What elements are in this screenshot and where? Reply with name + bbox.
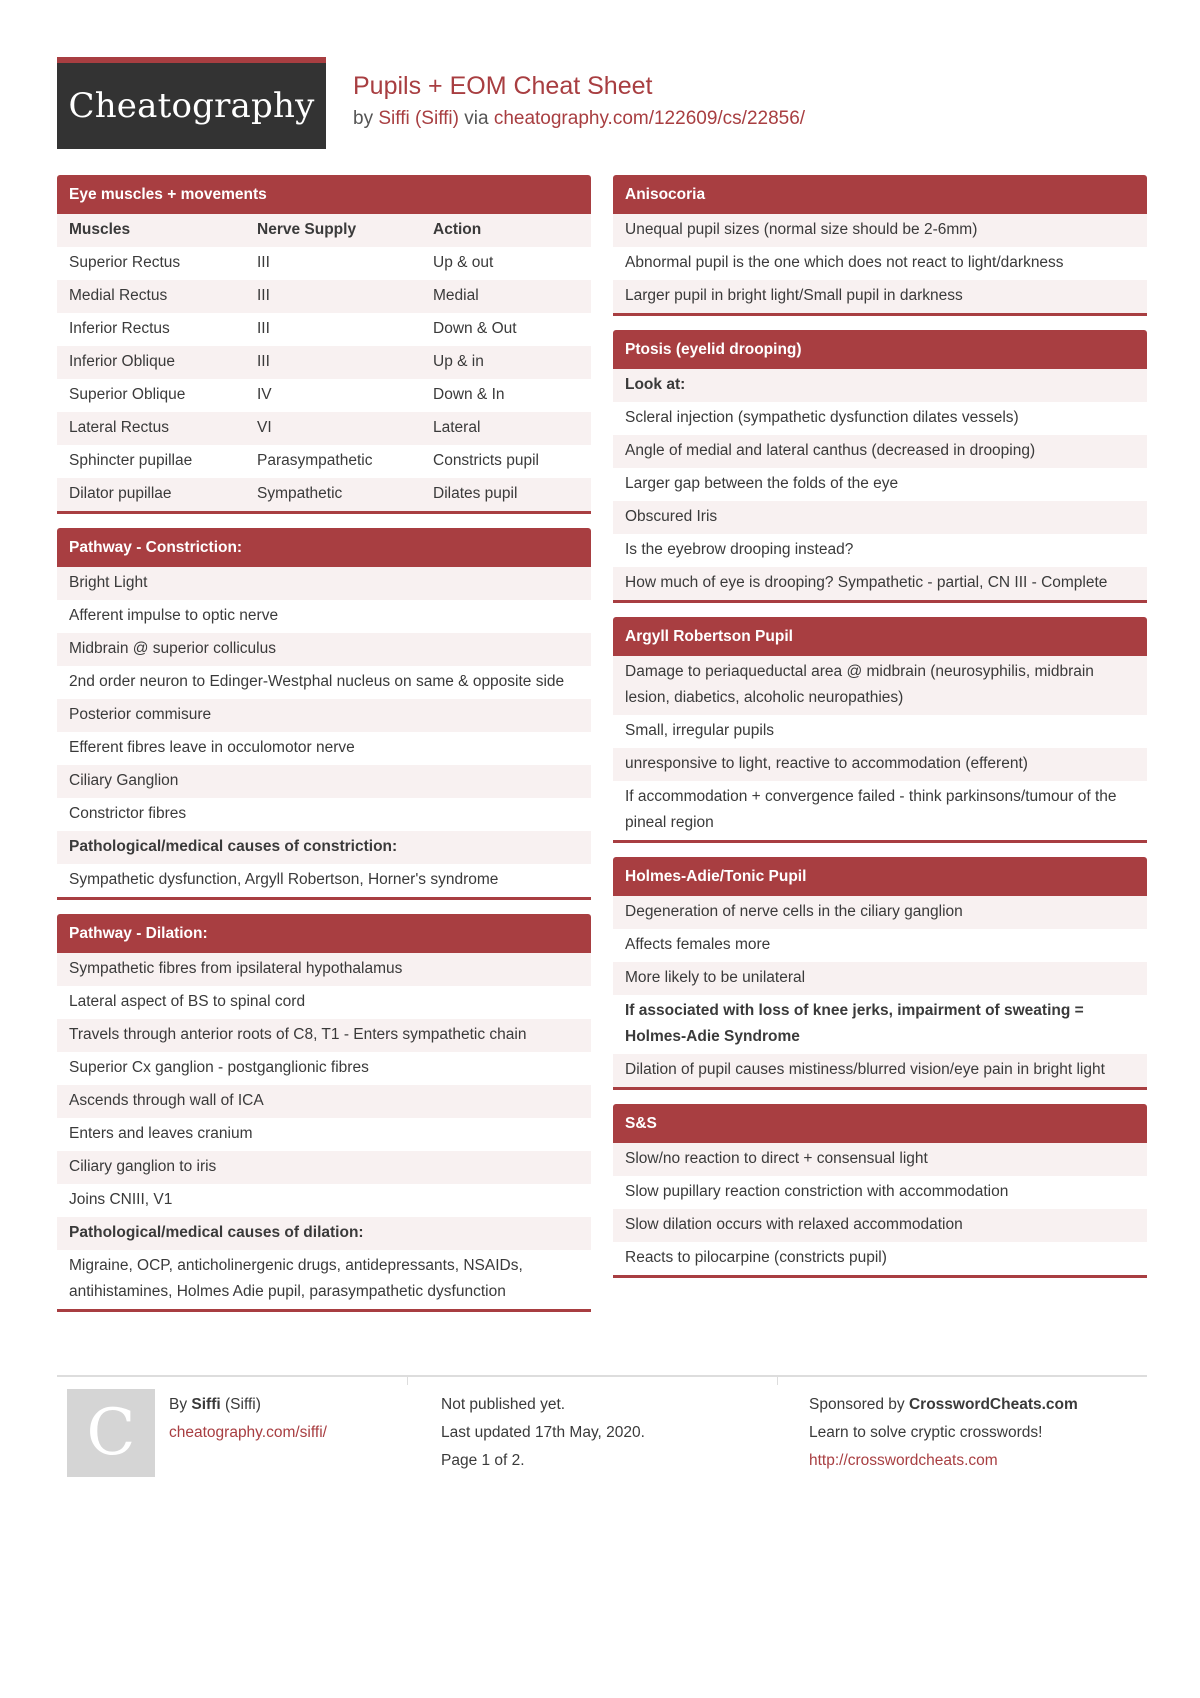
table-row — [57, 313, 591, 346]
section-title: Pathway - Constriction: — [57, 528, 591, 567]
subheading: Pathological/medical causes of dilation: — [57, 1217, 591, 1250]
list-item: Obscured Iris — [613, 501, 1147, 534]
section-holmes-adie — [613, 857, 1147, 1090]
list-item: Afferent impulse to optic nerve — [57, 600, 591, 633]
list-item: Ascends through wall of ICA — [57, 1085, 591, 1118]
list-item-bold: If associated with loss of knee jerks, impairment of sweating = Holmes-Adie Syndrome — [613, 995, 1147, 1054]
list-item: Larger gap between the folds of the eye — [613, 468, 1147, 501]
list-item: If accommodation + convergence failed - think parkinsons/tumour of the pineal region — [613, 781, 1147, 840]
table-cell: Superior Oblique — [69, 386, 186, 403]
list-item: Degeneration of nerve cells in the ciliary ganglion — [613, 896, 1147, 929]
published-status: Not published yet. — [441, 1396, 566, 1413]
list-item: Abnormal pupil is the one which does not react to light/darkness — [613, 247, 1147, 280]
table-cell: IV — [257, 386, 272, 403]
list-item: Is the eyebrow drooping instead? — [613, 534, 1147, 567]
list-item: Angle of medial and lateral canthus (decreased in drooping) — [613, 435, 1147, 468]
list-item: Dilation of pupil causes mistiness/blurred vision/eye pain in bright light — [613, 1054, 1147, 1087]
list-item: Efferent fibres leave in occulomotor nerve — [57, 732, 591, 765]
list-item: Affects females more — [613, 929, 1147, 962]
table-cell: III — [257, 254, 270, 271]
section-ss — [613, 1104, 1147, 1278]
last-updated: Last updated 17th May, 2020. — [441, 1424, 645, 1441]
by-prefix: by — [353, 108, 379, 129]
section-title: Pathway - Dilation: — [57, 914, 591, 953]
column-header: Nerve Supply — [245, 214, 421, 247]
list-item: Ciliary Ganglion — [57, 765, 591, 798]
section-title: Anisocoria — [613, 175, 1147, 214]
sheet-url-link[interactable]: cheatography.com/122609/cs/22856/ — [493, 108, 806, 129]
table-row — [57, 478, 591, 511]
table-cell: Lateral — [421, 412, 591, 445]
section-ptosis — [613, 330, 1147, 603]
table-cell: III — [245, 346, 421, 379]
subheading: Pathological/medical causes of constriction: — [57, 831, 591, 864]
left-column — [57, 175, 591, 1326]
list-item: Lateral aspect of BS to spinal cord — [57, 986, 591, 1019]
list-item: Superior Cx ganglion - postganglionic fibres — [57, 1052, 591, 1085]
list-item: Constrictor fibres — [57, 798, 591, 831]
table-cell: III — [245, 280, 421, 313]
list-item: Posterior commisure — [57, 699, 591, 732]
list-item: Small, irregular pupils — [613, 715, 1147, 748]
table-cell: Parasympathetic — [257, 452, 373, 469]
cheatography-logo[interactable] — [57, 57, 326, 149]
table-cell: VI — [245, 412, 421, 445]
sponsor-line — [809, 1391, 1078, 1419]
section-title: Eye muscles + movements — [57, 175, 591, 214]
table-cell: Medial — [421, 280, 591, 313]
sponsored-prefix: Sponsored by — [809, 1396, 909, 1413]
section-argyll-robertson — [613, 617, 1147, 843]
table-cell: Constricts pupil — [433, 452, 539, 469]
footer-author-paren: (Siffi) — [220, 1396, 261, 1413]
subheading: Look at: — [613, 369, 1147, 402]
list-item: unresponsive to light, reactive to accommodation (efferent) — [613, 748, 1147, 781]
author-link[interactable]: Siffi (Siffi) — [378, 108, 459, 129]
list-item: Reacts to pilocarpine (constricts pupil) — [613, 1242, 1147, 1275]
section-dilation — [57, 914, 591, 1312]
table-row — [57, 379, 591, 412]
list-item: Bright Light — [57, 567, 591, 600]
list-item: Slow pupillary reaction constriction with accommodation — [613, 1176, 1147, 1209]
section-title: Holmes-Adie/Tonic Pupil — [613, 857, 1147, 896]
table-row — [57, 412, 591, 445]
list-item: Scleral injection (sympathetic dysfunction dilates vessels) — [613, 402, 1147, 435]
section-title: Ptosis (eyelid drooping) — [613, 330, 1147, 369]
logo-text: Cheatography — [68, 86, 315, 126]
footer-author-url[interactable]: cheatography.com/siffi/ — [169, 1424, 327, 1441]
author-avatar[interactable] — [67, 1389, 155, 1477]
byline — [353, 108, 805, 130]
table-cell: Inferior Oblique — [57, 346, 245, 379]
table-row — [57, 247, 591, 280]
via-text: via — [458, 108, 494, 129]
table-cell: Down & In — [433, 386, 505, 403]
list-item: Enters and leaves cranium — [57, 1118, 591, 1151]
table-cell: Up & in — [421, 346, 591, 379]
footer-status-block — [441, 1391, 645, 1475]
list-item: 2nd order neuron to Edinger-Westphal nucleus on same & opposite side — [57, 666, 591, 699]
list-item: Unequal pupil sizes (normal size should be 2-6mm) — [613, 214, 1147, 247]
table-cell: Down & Out — [433, 320, 517, 337]
table-cell: Sphincter pupillae — [69, 452, 193, 469]
table-cell: Superior Rectus — [69, 254, 181, 271]
list-item: Larger pupil in bright light/Small pupil in darkness — [613, 280, 1147, 313]
list-item: Ciliary ganglion to iris — [57, 1151, 591, 1184]
footer-divider — [777, 1377, 778, 1385]
avatar-letter: C — [86, 1396, 136, 1470]
table-cell: Medial Rectus — [57, 280, 245, 313]
table-cell: Lateral Rectus — [57, 412, 245, 445]
table-header-row — [57, 214, 591, 247]
table-cell: Dilator pupillae — [57, 478, 245, 511]
list-item: Slow dilation occurs with relaxed accommodation — [613, 1209, 1147, 1242]
table-row — [57, 280, 591, 313]
list-item: Midbrain @ superior colliculus — [57, 633, 591, 666]
footer-author-name[interactable]: Siffi — [191, 1396, 221, 1413]
sponsor-tagline: Learn to solve cryptic crosswords! — [809, 1424, 1043, 1441]
table-cell: Dilates pupil — [421, 478, 591, 511]
muscles-table — [57, 214, 591, 511]
list-item: Travels through anterior roots of C8, T1 - Enters sympathetic chain — [57, 1019, 591, 1052]
section-title: Argyll Robertson Pupil — [613, 617, 1147, 656]
sponsor-url[interactable]: http://crosswordcheats.com — [809, 1452, 998, 1469]
list-item: Slow/no reaction to direct + consensual light — [613, 1143, 1147, 1176]
footer-sponsor-block — [809, 1391, 1078, 1475]
list-item: Joins CNIII, V1 — [57, 1184, 591, 1217]
table-cell: Sympathetic — [245, 478, 421, 511]
table-cell: Inferior Rectus — [69, 320, 170, 337]
section-constriction — [57, 528, 591, 900]
table-cell: III — [257, 320, 270, 337]
section-title: S&S — [613, 1104, 1147, 1143]
right-column — [613, 175, 1147, 1292]
list-item: Damage to periaqueductal area @ midbrain (neurosyphilis, midbrain lesion, diabetics, alcoholic neuropathies) — [613, 656, 1147, 715]
table-row — [57, 445, 591, 478]
column-header: Action — [421, 214, 591, 247]
list-item: How much of eye is drooping? Sympathetic - partial, CN III - Complete — [613, 567, 1147, 600]
footer-author-block — [169, 1391, 327, 1447]
page-number: Page 1 of 2. — [441, 1452, 525, 1469]
footer-author-line — [169, 1391, 327, 1419]
footer-divider — [407, 1377, 408, 1385]
list-item: Sympathetic fibres from ipsilateral hypothalamus — [57, 953, 591, 986]
by-label: By — [169, 1396, 192, 1413]
list-item: Migraine, OCP, anticholinergenic drugs, antidepressants, NSAIDs, antihistamines, Holmes Adie pupil, parasympathetic dysfunction — [57, 1250, 591, 1309]
section-anisocoria — [613, 175, 1147, 316]
table-cell: Up & out — [433, 254, 494, 271]
footer — [57, 1375, 1147, 1470]
section-eye-muscles — [57, 175, 591, 514]
list-item: Sympathetic dysfunction, Argyll Robertson, Horner's syndrome — [57, 864, 591, 897]
list-item: More likely to be unilateral — [613, 962, 1147, 995]
table-row — [57, 346, 591, 379]
page-title: Pupils + EOM Cheat Sheet — [353, 72, 653, 100]
sponsor-name[interactable]: CrosswordCheats.com — [908, 1396, 1078, 1413]
column-header: Muscles — [57, 214, 245, 247]
